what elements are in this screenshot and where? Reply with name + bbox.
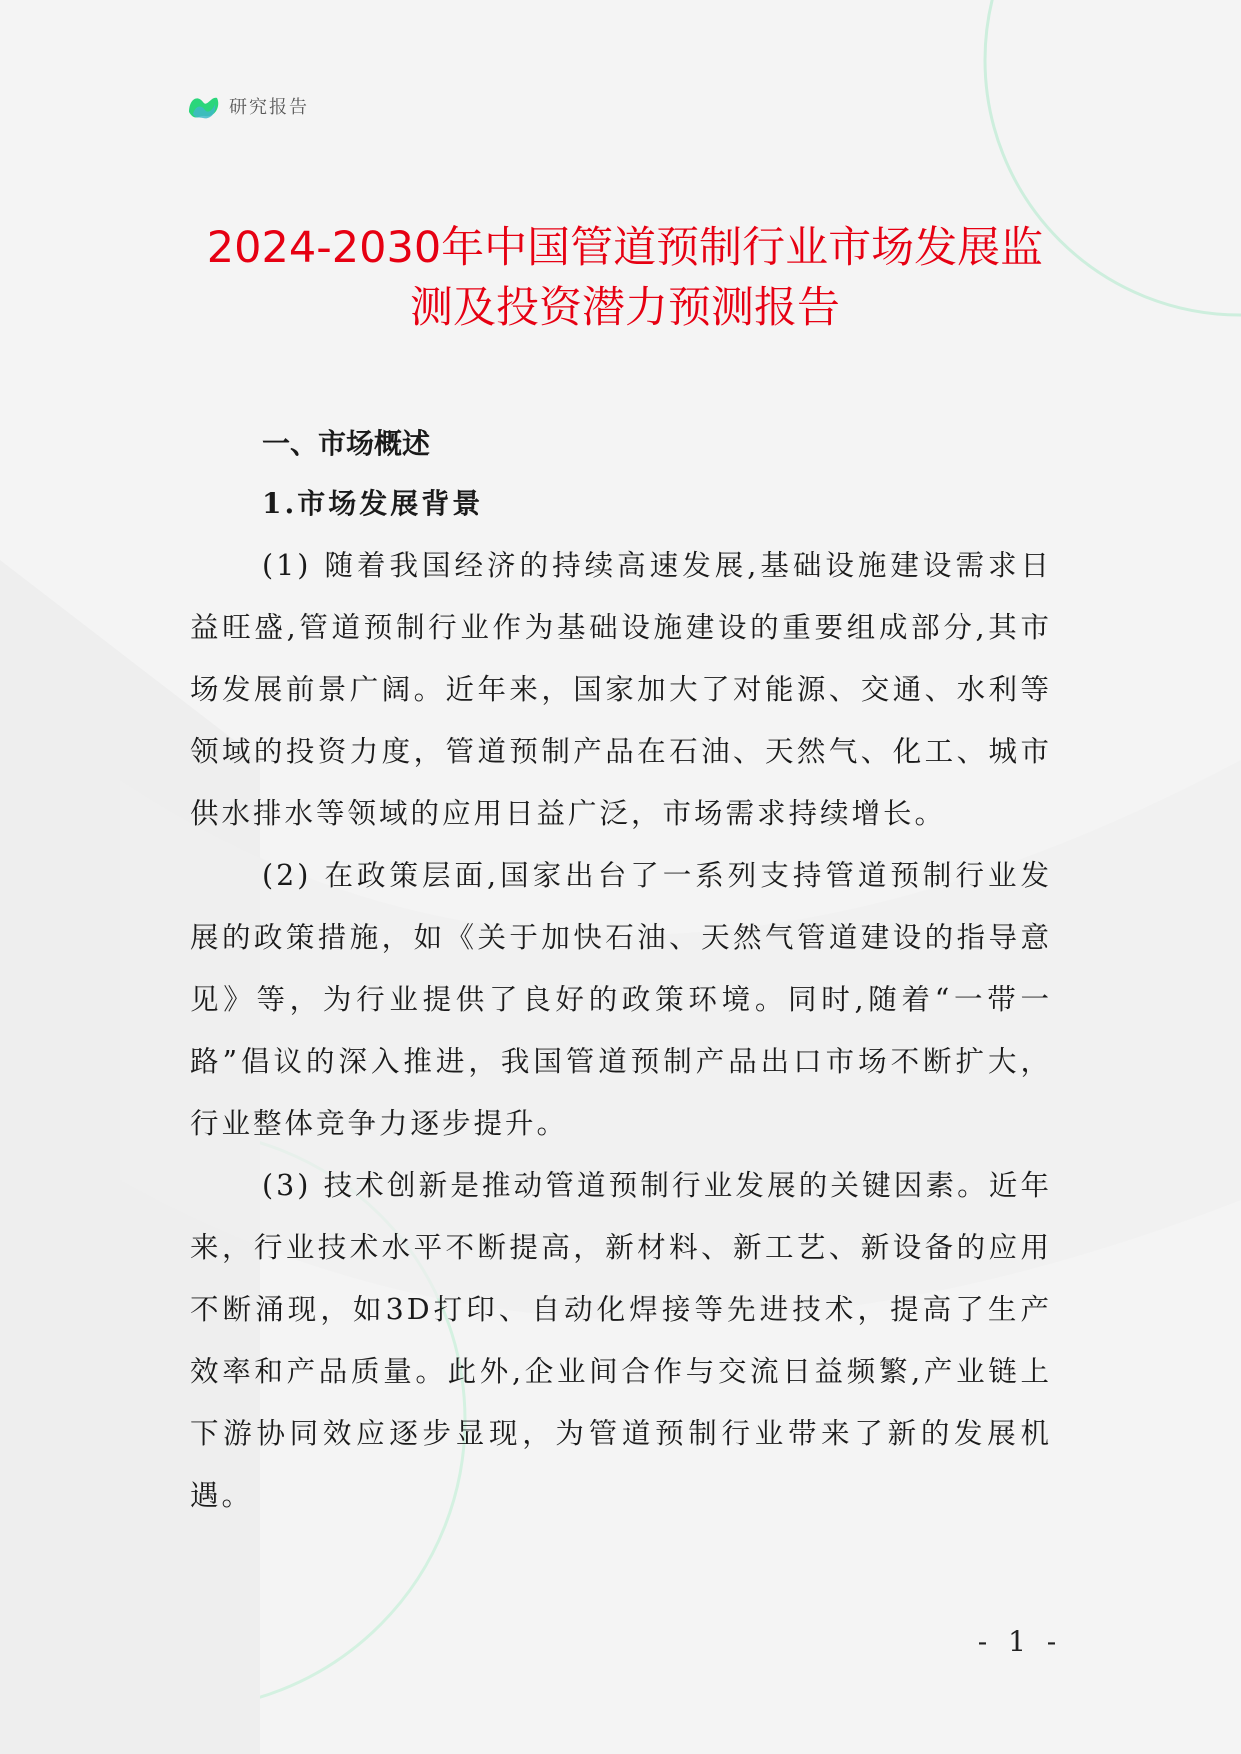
page-number: - 1 - xyxy=(977,1625,1063,1658)
paragraph-2: (2) 在政策层面,国家出台了一系列支持管道预制行业发展的政策措施，如《关于加快石油、天然气管道建设的指导意见》等，为行业提供了良好的政策环境。同时,随着“一带一路”倡议的深入推进，我国管道预制产品出口市场不断扩大，行业整体竞争力逐步提升。 xyxy=(190,859,1052,1140)
title-line-2: 测及投资潜力预测报告 xyxy=(410,283,840,333)
document-title xyxy=(190,218,1060,338)
paragraph-3: (3) 技术创新是推动管道预制行业发展的关键因素。近年来，行业技术水平不断提高，新材料、新工艺、新设备的应用不断涌现，如3D打印、自动化焊接等先进技术，提高了生产效率和产品质量。此外,企业间合作与交流日益频繁,产业链上下游协同效应逐步显现，为管道预制行业带来了新的发展机遇。 xyxy=(190,1169,1052,1512)
document-body xyxy=(190,415,1052,1527)
section-heading: 一、市场概述 xyxy=(262,427,431,460)
title-line-1: 2024-2030年中国管道预制行业市场发展监 xyxy=(206,223,1044,273)
header-label: 研究报告 xyxy=(229,97,309,118)
document-header xyxy=(185,88,309,124)
paragraph-1: (1) 随着我国经济的持续高速发展,基础设施建设需求日益旺盛,管道预制行业作为基础设施建设的重要组成部分,其市场发展前景广阔。近年来，国家加大了对能源、交通、水利等领域的投资力度，管道预制产品在石油、天然气、化工、城市供水排水等领域的应用日益广泛，市场需求持续增长。 xyxy=(190,549,1052,830)
brand-logo-icon xyxy=(185,88,221,124)
sub-heading: 1.市场发展背景 xyxy=(262,487,484,520)
